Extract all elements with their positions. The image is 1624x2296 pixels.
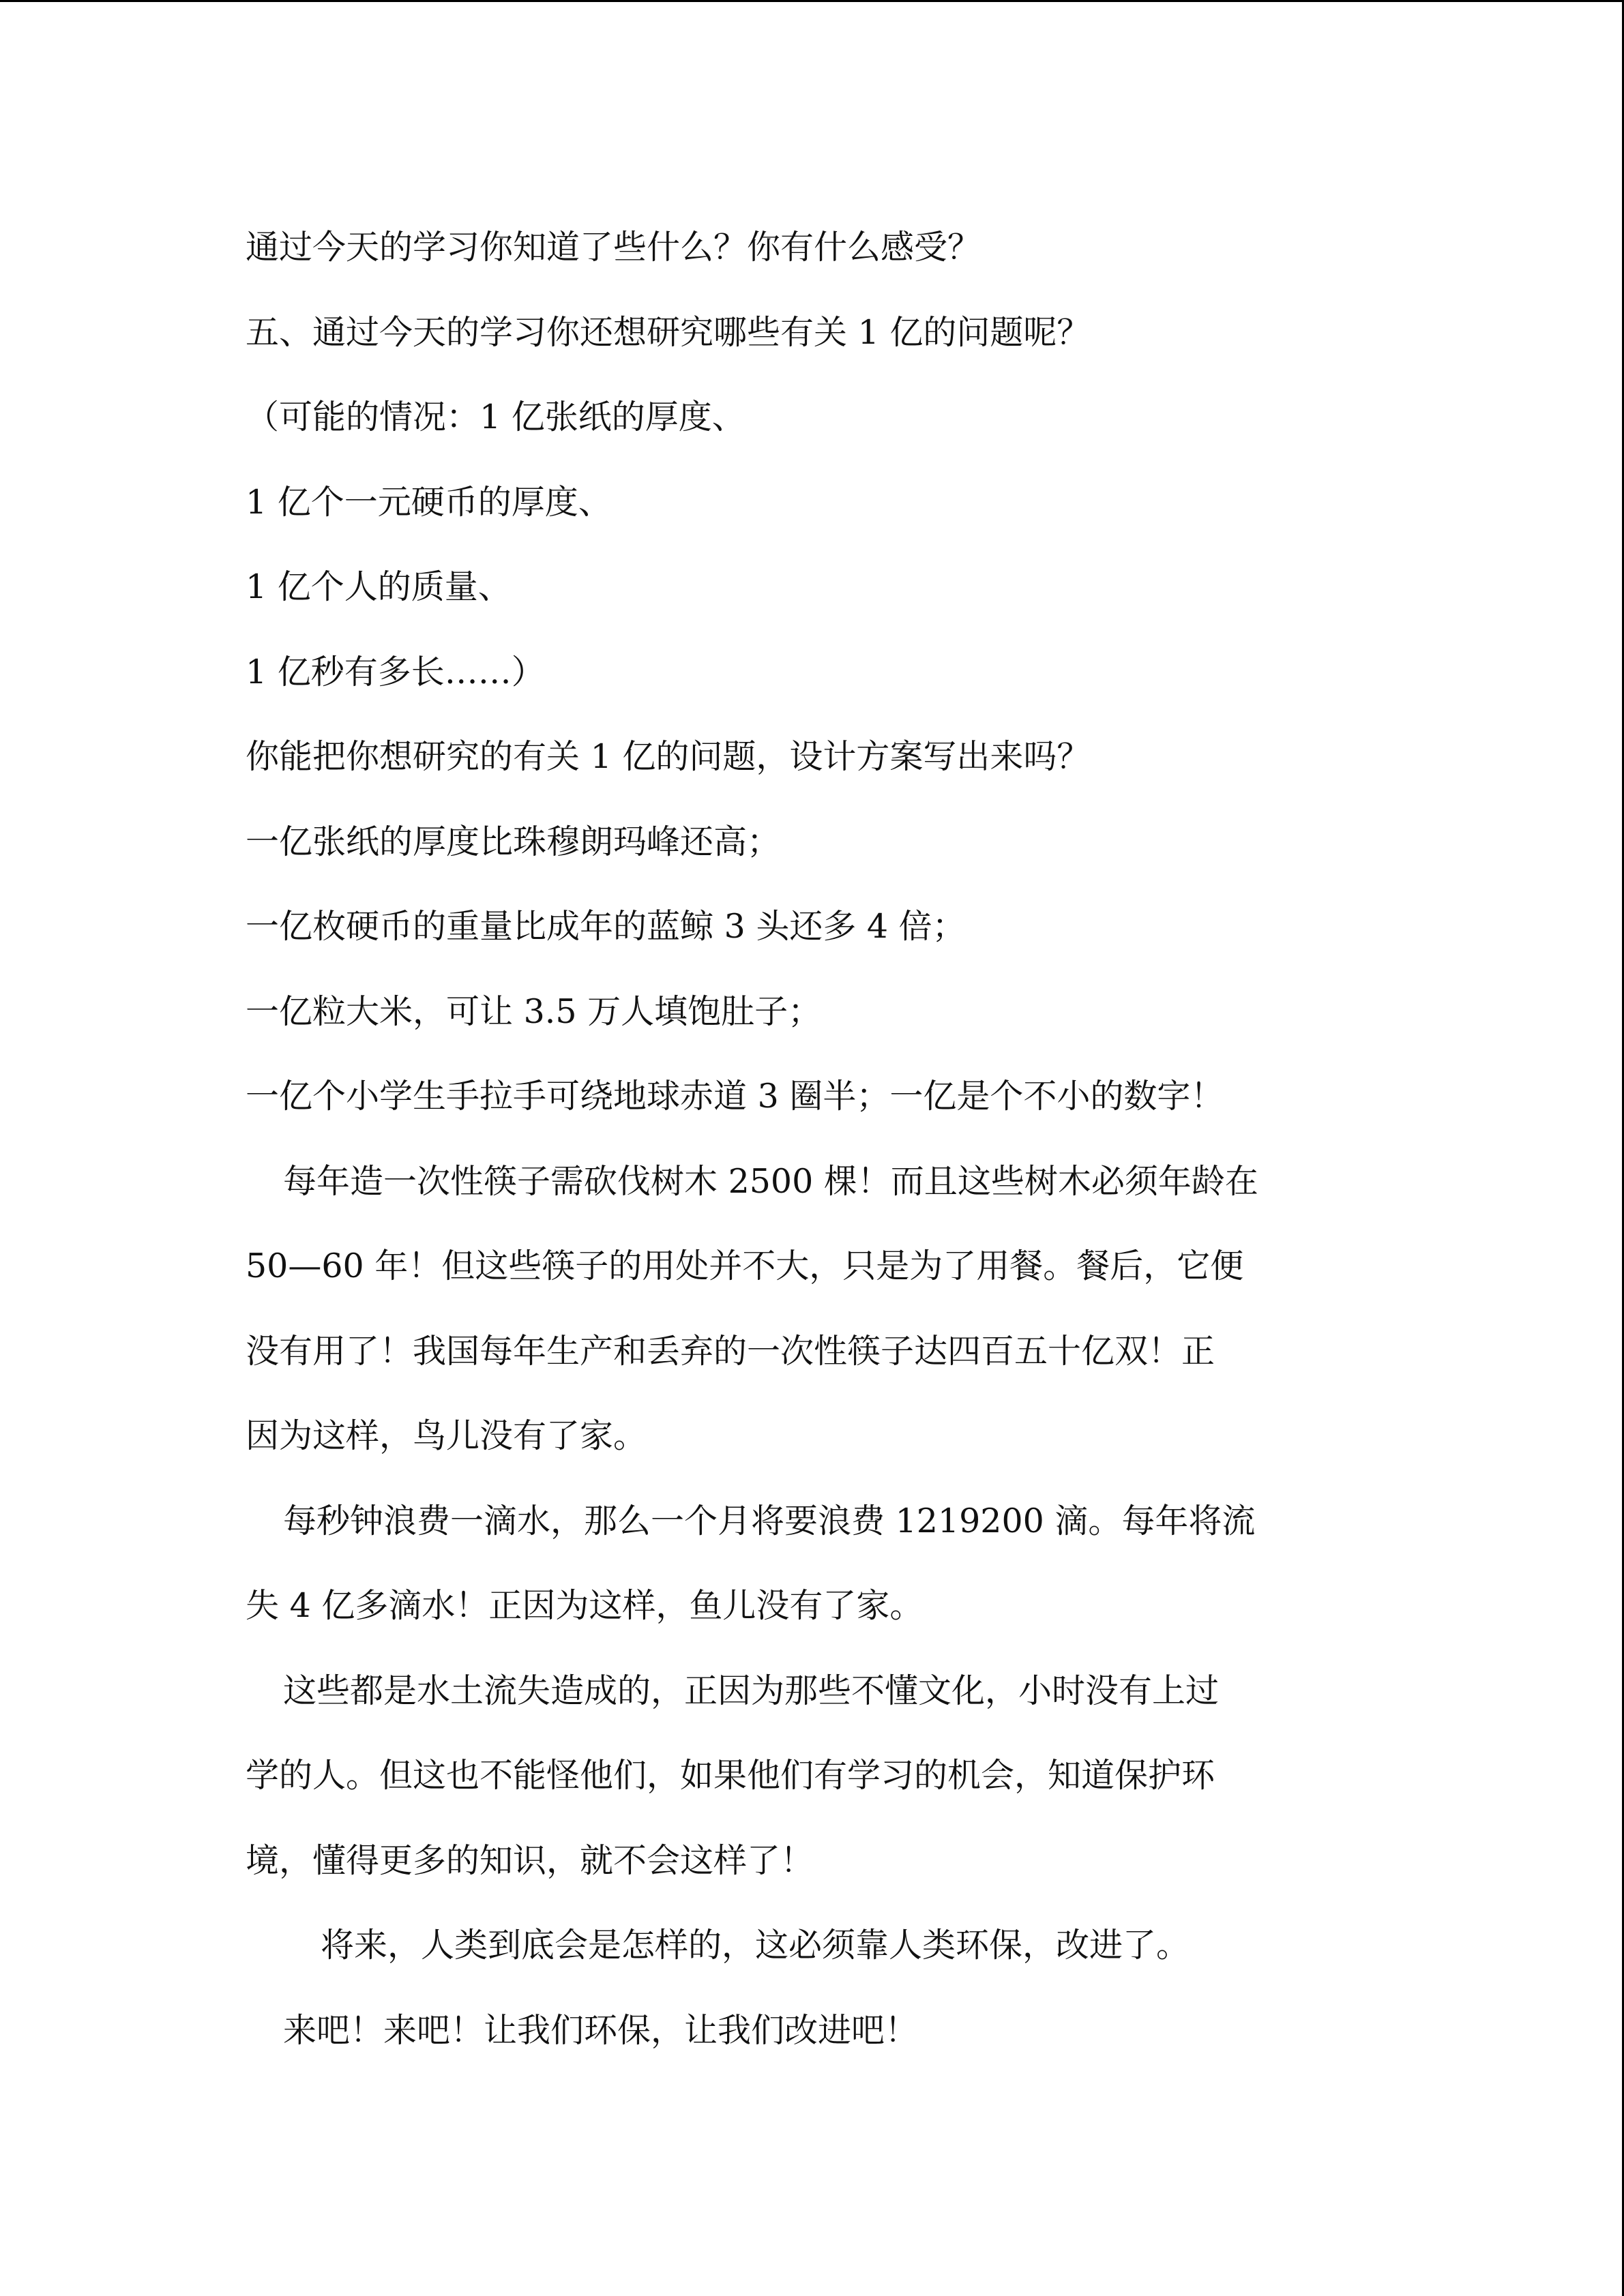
text-line: （可能的情况：1 亿张纸的厚度、 bbox=[246, 398, 745, 436]
paragraph-first-line: 来吧！来吧！让我们环保，让我们改进吧！ bbox=[283, 2010, 919, 2050]
paragraph-first-line: 这些都是水土流失造成的，正因为那些不懂文化，小时没有上过 bbox=[283, 1671, 1220, 1710]
paragraph-first-line: 每年造一次性筷子需砍伐树木 2500 棵！而且这些树木必须年龄在 bbox=[283, 1161, 1258, 1201]
text-line: 失 4 亿多滴水！正因为这样，鱼儿没有了家。 bbox=[246, 1586, 924, 1625]
text-line: 1 亿秒有多长……） bbox=[246, 652, 545, 691]
paragraph-first-line: 将来，人类到底会是怎样的，这必须靠人类环保，改进了。 bbox=[321, 1926, 1190, 1965]
text-line: 五、通过今天的学习你还想研究哪些有关 1 亿的问题呢？ bbox=[246, 312, 1091, 352]
text-line: 因为这样，鸟儿没有了家。 bbox=[246, 1416, 647, 1455]
text-line: 一亿张纸的厚度比珠穆朗玛峰还高； bbox=[246, 822, 781, 861]
text-line: 境，懂得更多的知识，就不会这样了！ bbox=[246, 1840, 814, 1880]
text-line: 一亿个小学生手拉手可绕地球赤道 3 圈半；一亿是个不小的数字！ bbox=[246, 1077, 1224, 1116]
text-line: 通过今天的学习你知道了些什么？你有什么感受？ bbox=[246, 228, 981, 267]
document-body bbox=[246, 205, 1391, 2073]
text-line: 学的人。但这也不能怪他们，如果他们有学习的机会，知道保护环 bbox=[246, 1756, 1215, 1795]
text-line: 1 亿个人的质量、 bbox=[246, 567, 512, 606]
text-line: 一亿粒大米，可让 3.5 万人填饱肚子； bbox=[246, 992, 822, 1031]
text-line: 50—60 年！但这些筷子的用处并不大，只是为了用餐。餐后，它便 bbox=[246, 1247, 1244, 1285]
paragraph-first-line: 每秒钟浪费一滴水，那么一个月将要浪费 1219200 滴。每年将流 bbox=[283, 1501, 1256, 1540]
text-line: 一亿枚硬币的重量比成年的蓝鲸 3 头还多 4 倍； bbox=[246, 907, 966, 946]
text-line: 你能把你想研究的有关 1 亿的问题，设计方案写出来吗？ bbox=[246, 737, 1091, 776]
text-line: 1 亿个一元硬币的厚度、 bbox=[246, 482, 612, 522]
text-line: 没有用了！我国每年生产和丢弃的一次性筷子达四百五十亿双！正 bbox=[246, 1331, 1215, 1371]
